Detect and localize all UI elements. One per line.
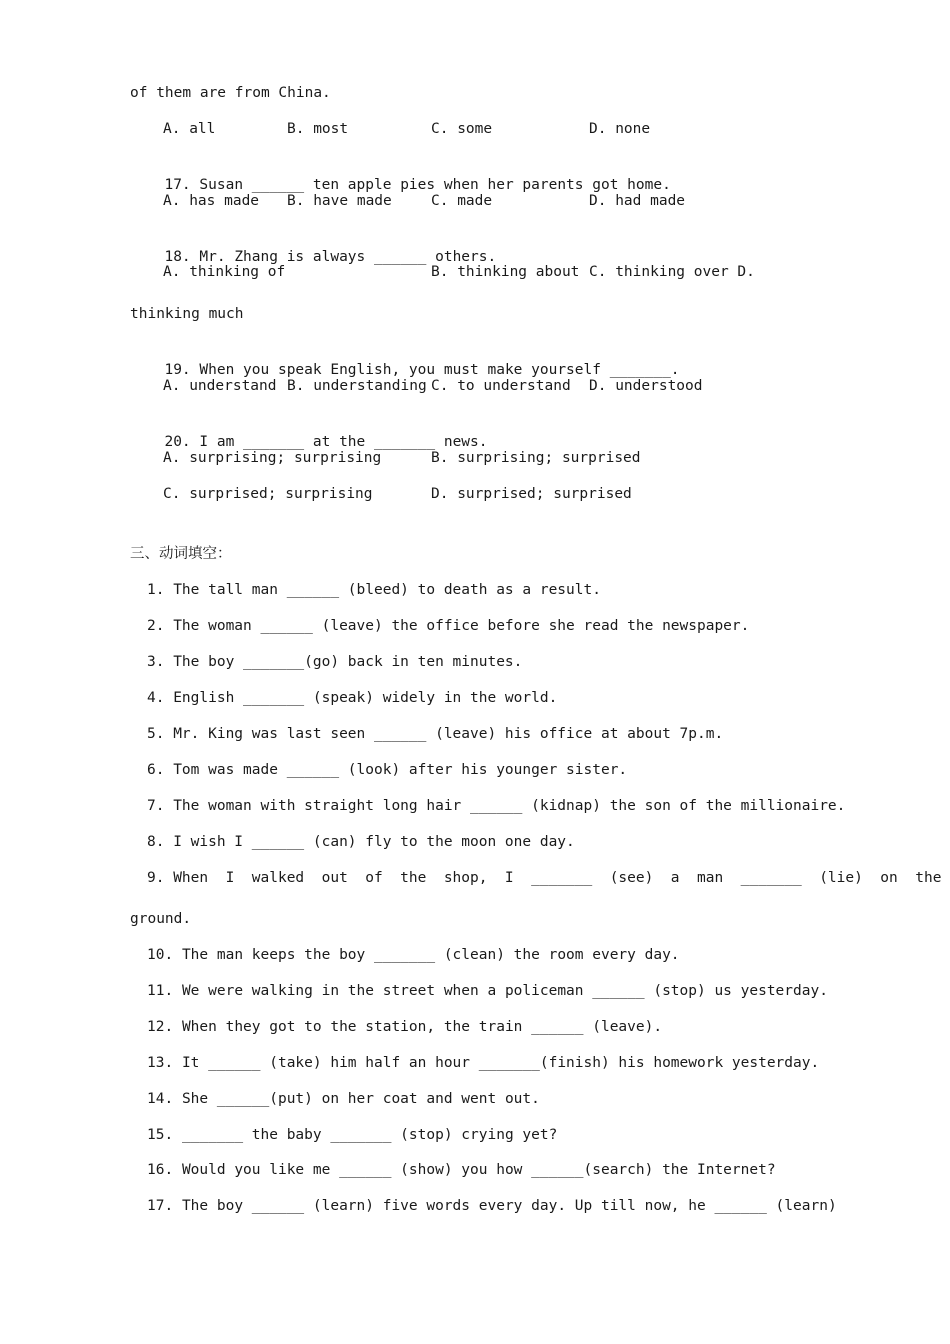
question-number: 20. bbox=[164, 434, 191, 450]
option-c: C. to understand bbox=[431, 378, 571, 394]
item-number: 7. bbox=[147, 798, 165, 814]
item-text: It ______ (take) him half an hour _______(finish) his homework yesterday. bbox=[181, 1055, 820, 1071]
item-text: Mr. King was last seen ______ (leave) his office at about 7p.m. bbox=[173, 726, 724, 742]
option-a: A. understand bbox=[163, 378, 277, 394]
option-c: C. surprised; surprising bbox=[163, 486, 373, 502]
item-number: 11. bbox=[147, 983, 174, 999]
question-text: Susan ______ ten apple pies when her parents got home. bbox=[199, 177, 671, 193]
option-d: D. had made bbox=[589, 193, 686, 209]
item-number: 6. bbox=[147, 762, 165, 778]
item-text: ground. bbox=[130, 911, 192, 927]
item-text: Tom was made ______ (look) after his younger sister. bbox=[173, 762, 628, 778]
verb-item bbox=[147, 652, 522, 672]
option-c: C. some bbox=[431, 121, 493, 137]
item-number: 16. bbox=[147, 1162, 174, 1178]
item-text: The boy _______(go) back in ten minutes. bbox=[173, 654, 523, 670]
item-number: 8. bbox=[147, 834, 165, 850]
item-number: 15. bbox=[147, 1127, 174, 1143]
item-text: _______ the baby _______ (stop) crying yet? bbox=[181, 1127, 558, 1143]
item-number: 17. bbox=[147, 1198, 174, 1214]
verb-item bbox=[147, 616, 749, 636]
option-c: C. thinking over D. bbox=[589, 264, 755, 280]
verb-item bbox=[147, 760, 627, 780]
option-a: A. all bbox=[163, 121, 216, 137]
verb-item bbox=[147, 1017, 662, 1037]
item-number: 14. bbox=[147, 1091, 174, 1107]
option-b: B. understanding bbox=[287, 378, 427, 394]
item-text: The boy ______ (learn) five words every day. Up till now, he ______ (learn) bbox=[181, 1198, 837, 1214]
item-number: 9. bbox=[147, 870, 165, 886]
verb-item bbox=[147, 1125, 557, 1145]
verb-item bbox=[147, 724, 723, 744]
verb-item bbox=[147, 1196, 837, 1216]
option-d: D. none bbox=[589, 121, 651, 137]
item-text: The woman ______ (leave) the office before she read the newspaper. bbox=[173, 618, 750, 634]
question-18 bbox=[147, 227, 496, 267]
question-text: Mr. Zhang is always ______ others. bbox=[199, 249, 497, 265]
question-19 bbox=[147, 340, 680, 380]
question-20 bbox=[147, 412, 488, 452]
verb-item bbox=[147, 688, 557, 708]
question-text: When you speak English, you must make yourself _______. bbox=[199, 362, 680, 378]
item-number: 4. bbox=[147, 690, 165, 706]
item-text: She ______(put) on her coat and went out. bbox=[181, 1091, 540, 1107]
verb-item bbox=[147, 1053, 819, 1073]
option-a: A. thinking of bbox=[163, 264, 286, 280]
question-text: I am _______ at the _______ news. bbox=[199, 434, 488, 450]
option-a: A. has made bbox=[163, 193, 260, 209]
item-number: 5. bbox=[147, 726, 165, 742]
question-18-continuation: thinking much bbox=[130, 306, 244, 322]
item-text: The woman with straight long hair ______ (kidnap) the son of the millionaire. bbox=[173, 798, 846, 814]
option-b: B. most bbox=[287, 121, 349, 137]
item-text: When I walked out of the shop, I _______ (see) a man _______ (lie) on the bbox=[173, 870, 942, 886]
verb-item bbox=[147, 945, 680, 965]
item-text: I wish I ______ (can) fly to the moon one day. bbox=[173, 834, 575, 850]
verb-item bbox=[147, 1160, 776, 1180]
item-text: The man keeps the boy _______ (clean) the room every day. bbox=[181, 947, 680, 963]
option-d: D. understood bbox=[589, 378, 703, 394]
option-b: B. thinking about bbox=[431, 264, 580, 280]
item-text: Would you like me ______ (show) you how ______(search) the Internet? bbox=[181, 1162, 776, 1178]
question-number: 19. bbox=[164, 362, 191, 378]
item-number: 1. bbox=[147, 582, 165, 598]
option-b: B. have made bbox=[287, 193, 392, 209]
option-a: A. surprising; surprising bbox=[163, 450, 382, 466]
item-number: 12. bbox=[147, 1019, 174, 1035]
question-16-continuation: of them are from China. bbox=[130, 85, 331, 101]
verb-item bbox=[147, 832, 575, 852]
item-number: 10. bbox=[147, 947, 174, 963]
option-c: C. made bbox=[431, 193, 493, 209]
option-b: B. surprising; surprised bbox=[431, 450, 641, 466]
verb-item bbox=[147, 1089, 540, 1109]
verb-item bbox=[147, 580, 601, 600]
item-text: We were walking in the street when a policeman ______ (stop) us yesterday. bbox=[181, 983, 828, 999]
verb-item bbox=[130, 909, 191, 929]
item-text: When they got to the station, the train ______ (leave). bbox=[181, 1019, 663, 1035]
verb-item bbox=[147, 868, 941, 888]
verb-item bbox=[147, 796, 845, 816]
question-number: 18. bbox=[164, 249, 191, 265]
item-number: 13. bbox=[147, 1055, 174, 1071]
question-number: 17. bbox=[164, 177, 191, 193]
item-text: The tall man ______ (bleed) to death as a result. bbox=[173, 582, 601, 598]
section-heading: 三、动词填空： bbox=[130, 546, 232, 562]
verb-item bbox=[147, 981, 828, 1001]
item-text: English _______ (speak) widely in the world. bbox=[173, 690, 558, 706]
item-number: 3. bbox=[147, 654, 165, 670]
question-17 bbox=[147, 155, 671, 195]
option-d: D. surprised; surprised bbox=[431, 486, 632, 502]
item-number: 2. bbox=[147, 618, 165, 634]
